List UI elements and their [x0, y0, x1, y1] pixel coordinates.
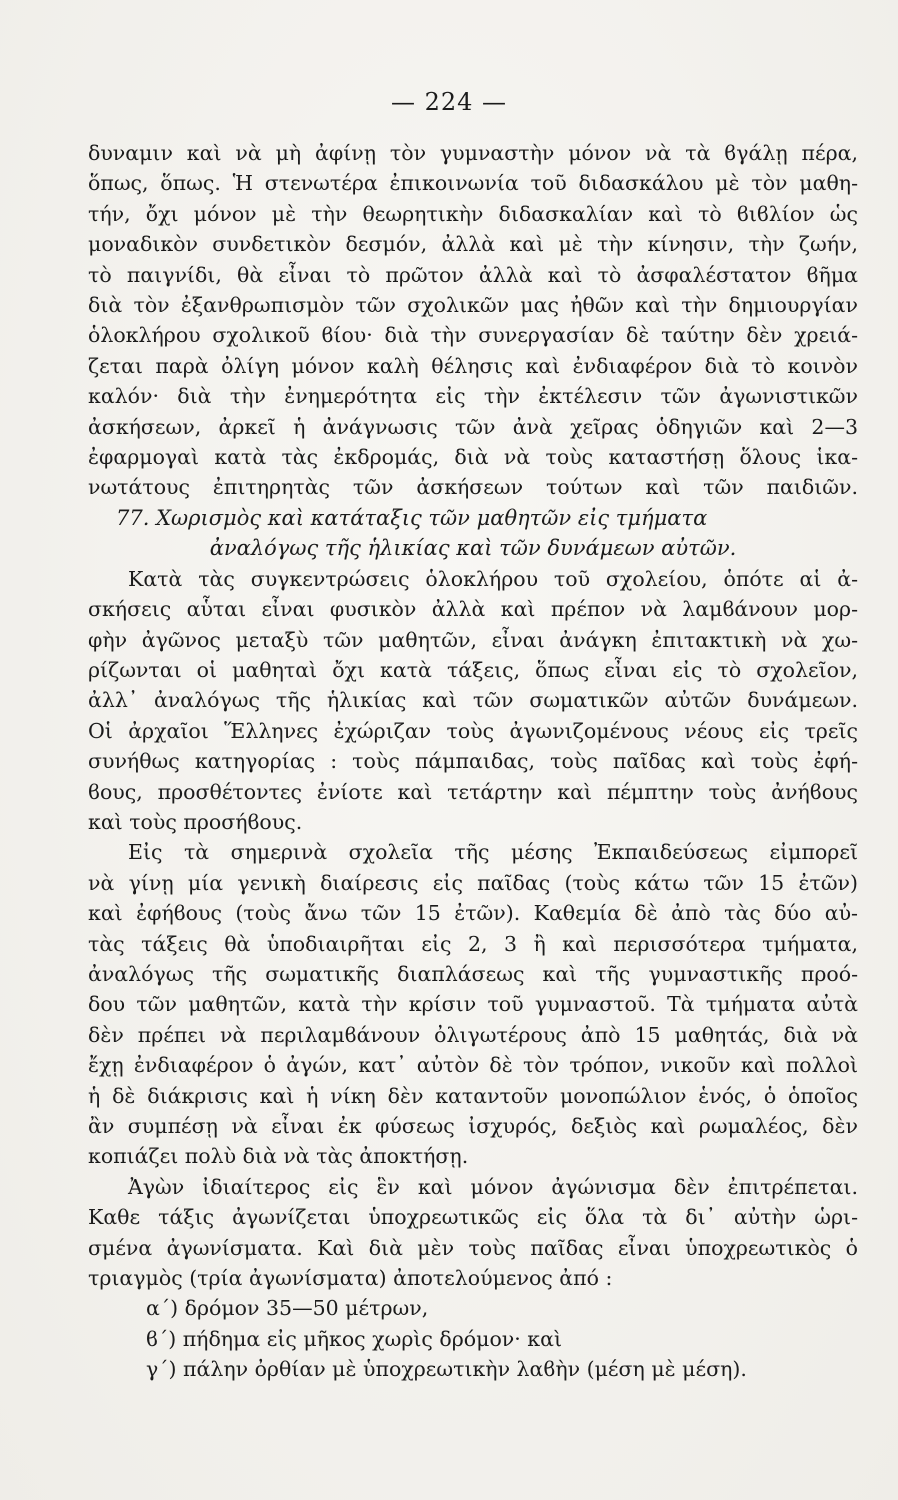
text-line: ἔχῃ ἐνδιαφέρον ὁ ἀγών, κατ᾽ αὐτὸν δὲ τὸν τρόπον, νικοῦν καὶ πολλοὶ — [88, 1053, 858, 1078]
text-line: ἀσκήσεων, ἀρκεῖ ἡ ἀνάγνωσις τῶν ἀνὰ χεῖρας ὁδηγιῶν καὶ 2—3 — [88, 414, 858, 439]
text-line: φὴν ἀγῶνος μεταξὺ τῶν μαθητῶν, εἶναι ἀνάγκη ἐπιτακτικὴ νὰ χω- — [88, 627, 858, 652]
section-heading-cont: ἀναλόγως τῆς ἡλικίας καὶ τῶν δυνάμεων αὐτῶν. — [209, 536, 737, 561]
text-line: σκήσεις αὗται εἶναι φυσικὸν ἀλλὰ καὶ πρέπον νὰ λαμϐάνουν μορ- — [88, 597, 858, 622]
text-line: ζεται παρὰ ὀλίγη μόνον καλὴ θέλησις καὶ ἐνδιαφέρον διὰ τὸ κοινὸν — [88, 353, 858, 378]
text-line: ἀλλ᾽ ἀναλόγως τῆς ἡλικίας καὶ τῶν σωματικῶν αὐτῶν δυνάμεων. — [88, 688, 858, 713]
page-body — [88, 138, 858, 1385]
text-line: ἡ δὲ διάκρισις καὶ ἡ νίκη δὲν καταντοῦν μονοπώλιον ἑνός, ὁ ὁποῖος — [88, 1083, 858, 1108]
list-item: γ´) πάλην ὀρθίαν μὲ ὑποχρεωτικὴν λαϐὴν (μέση μὲ μέση). — [146, 1357, 747, 1382]
text-line: ἂν συμπέσῃ νὰ εἶναι ἐκ φύσεως ἰσχυρός, δεξιὸς καὶ ρωμαλέος, δὲν — [88, 1114, 858, 1138]
text-line: ρίζωνται οἱ μαθηταὶ ὄχι κατὰ τάξεις, ὅπως εἶναι εἰς τὸ σχολεῖον, — [88, 657, 858, 682]
section-heading: 77. Χωρισμὸς καὶ κατάταξις τῶν μαθητῶν εἰς τμήματα — [116, 505, 708, 530]
text-line: δὲν πρέπει νὰ περιλαμϐάνουν ὀλιγωτέρους ἀπὸ 15 μαθητάς, διὰ νὰ — [88, 1022, 858, 1047]
page-number: — 224 — — [390, 88, 508, 116]
text-line: δυναμιν καὶ νὰ μὴ ἀφίνῃ τὸν γυμναστὴν μόνον νὰ τὰ ϐγάλῃ πέρα, — [88, 141, 858, 165]
text-line: ϐους, προσθέτοντες ἐνίοτε καὶ τετάρτην καὶ πέμπτην τοὺς ἀνήϐους — [88, 779, 858, 804]
text-line: τριαγμὸς (τρία ἀγωνίσματα) ἀποτελούμενος ἀπό : — [88, 1266, 613, 1291]
text-line: νὰ γίνῃ μία γενικὴ διαίρεσις εἰς παῖδας (τοὺς κάτω τῶν 15 ἐτῶν) — [88, 870, 858, 895]
text-line: ὁλοκλήρου σχολικοῦ ϐίου· διὰ τὴν συνεργασίαν δὲ ταύτην δὲν χρειά- — [88, 323, 858, 348]
text-line: διὰ τὸν ἐξανθρωπισμὸν τῶν σχολικῶν μας ἠθῶν καὶ τὴν δημιουργίαν — [88, 293, 858, 318]
text-line: συνήθως κατηγορίας : τοὺς πάμπαιδας, τοὺς παῖδας καὶ τοὺς ἐφή- — [88, 749, 858, 774]
text-line: δου τῶν μαθητῶν, κατὰ τὴν κρίσιν τοῦ γυμναστοῦ. Τὰ τμήματα αὐτὰ — [88, 992, 858, 1017]
text-line: τήν, ὄχι μόνον μὲ τὴν θεωρητικὴν διδασκαλίαν καὶ τὸ ϐιϐλίον ὡς — [88, 201, 858, 226]
text-line: τὰς τάξεις θὰ ὑποδιαιρῆται εἰς 2, 3 ἢ καὶ περισσότερα τμήματα, — [88, 931, 858, 956]
text-line: Ἀγὼν ἰδιαίτερος εἰς ἓν καὶ μόνον ἀγώνισμα δὲν ἐπιτρέπεται. — [128, 1174, 858, 1199]
text-line: καὶ ἐφήϐους (τοὺς ἄνω τῶν 15 ἐτῶν). Καθεμία δὲ ἀπὸ τὰς δύο αὐ- — [88, 901, 858, 926]
text-line: μοναδικὸν συνδετικὸν δεσμόν, ἀλλὰ καὶ μὲ τὴν κίνησιν, τὴν ζωήν, — [88, 232, 858, 257]
text-line: ἀναλόγως τῆς σωματικῆς διαπλάσεως καὶ τῆς γυμναστικῆς προό- — [88, 961, 858, 986]
text-line: Κατὰ τὰς συγκεντρώσεις ὁλοκλήρου τοῦ σχολείου, ὁπότε αἱ ἀ- — [128, 566, 858, 591]
text-line: κοπιάζει πολὺ διὰ νὰ τὰς ἀποκτήσῃ. — [88, 1144, 469, 1169]
list-item: α´) δρόμον 35—50 μέτρων, — [146, 1296, 429, 1321]
text-line: νωτάτους ἐπιτηρητὰς τῶν ἀσκήσεων τούτων καὶ τῶν παιδιῶν. — [88, 475, 858, 500]
text-line: Οἱ ἀρχαῖοι Ἕλληνες ἐχώριζαν τοὺς ἀγωνιζομένους νέους εἰς τρεῖς — [88, 718, 858, 743]
text-line: τὸ παιγνίδι, θὰ εἶναι τὸ πρῶτον ἀλλὰ καὶ τὸ ἀσφαλέστατον ϐῆμα — [88, 262, 858, 287]
list-item: ϐ´) πήδημα εἰς μῆκος χωρὶς δρόμον· καὶ — [146, 1326, 562, 1351]
text-line: σμένα ἀγωνίσματα. Καὶ διὰ μὲν τοὺς παῖδας εἶναι ὑποχρεωτικὸς ὁ — [88, 1235, 858, 1260]
text-line: καλόν· διὰ τὴν ἐνημερότητα εἰς τὴν ἐκτέλεσιν τῶν ἀγωνιστικῶν — [88, 384, 858, 409]
text-line: ὅπως, ὅπως. Ἡ στενωτέρα ἐπικοινωνία τοῦ διδασκάλου μὲ τὸν μαθη- — [88, 171, 858, 196]
text-line: καὶ τοὺς προσήϐους. — [88, 809, 303, 834]
text-line: ἐφαρμογαὶ κατὰ τὰς ἐκδρομάς, διὰ νὰ τοὺς καταστήσῃ ὅλους ἱκα- — [88, 445, 858, 470]
text-line: Εἰς τὰ σημερινὰ σχολεῖα τῆς μέσης Ἐκπαιδεύσεως εἰμπορεῖ — [128, 840, 858, 865]
text-line: Καθε τάξις ἀγωνίζεται ὑποχρεωτικῶς εἰς ὅλα τὰ δι᾽ αὐτὴν ὡρι- — [88, 1205, 858, 1230]
